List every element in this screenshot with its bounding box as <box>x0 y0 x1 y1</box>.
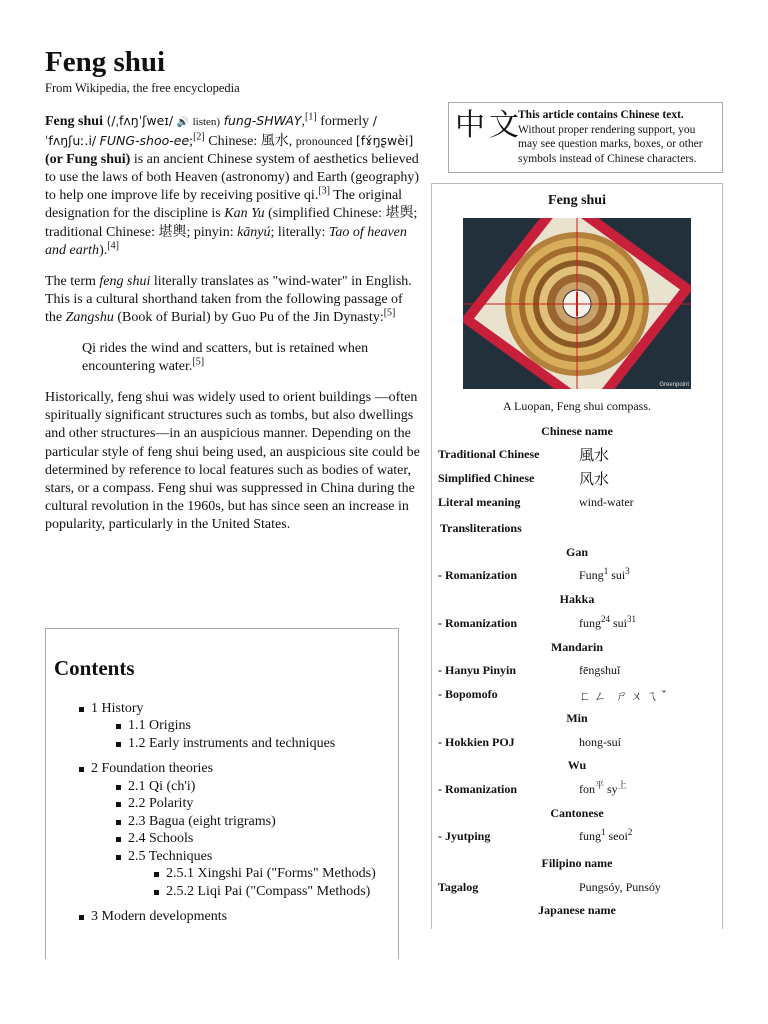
kan-yu-rest: (simplified Chinese: 堪舆; traditional Chinese: 堪輿; pinyin: <box>45 206 418 240</box>
traditional-value: 風水 <box>579 446 610 464</box>
tagalog-value: Pungsóy, Punsóy <box>579 880 661 894</box>
hakka-tone-1: 24 <box>601 614 610 624</box>
toc-item[interactable]: 1.1 Origins <box>128 718 191 733</box>
article-body <box>45 112 420 547</box>
or-fung-shui: (or Fung shui) <box>45 152 131 168</box>
bopomofo-value: ㄈㄥ ㄕㄨㄟˇ <box>579 689 670 703</box>
zangshu-link[interactable]: Zangshu <box>65 309 114 325</box>
literally-text: ; literally: <box>270 224 326 240</box>
row-jyutping <box>432 829 722 847</box>
tagalog-label: Tagalog <box>438 880 479 894</box>
ipa-pronunciation-2[interactable]: /ˈfʌŋʃuː.i/ <box>45 113 377 149</box>
toc-item[interactable]: 2.1 Qi (ch'i) <box>128 779 196 794</box>
toc-item[interactable]: 1 History <box>91 701 144 716</box>
row-bopomofo <box>432 687 722 705</box>
wu-syllable-1: fon <box>579 782 595 796</box>
gan-header: Gan <box>565 545 588 559</box>
image-watermark: Greenpoint <box>659 382 689 388</box>
para2-b: literally translates as "wind-water" in English. This is a cultural shorthand taken from the following passage of the <box>45 273 412 325</box>
hakka-header: Hakka <box>559 592 595 606</box>
simplified-label: Simplified Chinese <box>438 471 535 485</box>
poj-value: hong-suí <box>579 735 621 749</box>
kan-yu-term: Kan Yu <box>224 206 265 222</box>
wu-tone-2: 上 <box>617 780 627 790</box>
gan-tone-1: 1 <box>603 566 609 576</box>
para2-c: (Book of Burial) by Guo Pu of the Jin Dynasty: <box>117 309 384 325</box>
toc-item[interactable]: 1.2 Early instruments and techniques <box>128 736 336 751</box>
gan-syllable-2: sui <box>611 568 626 582</box>
toc-title: Contents <box>54 656 135 680</box>
tao-term: Tao of heaven and earth <box>45 224 407 258</box>
ref-1[interactable]: [1] <box>305 111 317 123</box>
toc-item[interactable]: 2.3 Bagua (eight trigrams) <box>128 814 276 829</box>
gan-syllable-1: Fung <box>579 568 604 582</box>
pronounced-text: pronounced <box>295 134 353 149</box>
intro-rest: is an ancient Chinese system of aesthetics believed to use the laws of both Heaven (astronomy) and Earth (geography) to help one improve life by receiving positive qi. <box>45 152 419 204</box>
jyut-syllable-1: fung <box>579 829 601 843</box>
listen-link[interactable]: listen) <box>192 116 221 128</box>
jyut-tone-1: 1 <box>601 827 606 837</box>
row-simplified <box>432 471 722 489</box>
row-literal <box>432 495 722 513</box>
chinese-label: Chinese: 風水, <box>208 134 293 150</box>
transliterations-label[interactable]: Transliterations <box>440 521 522 535</box>
wu-label: - Romanization <box>438 782 517 796</box>
ref-2[interactable]: [2] <box>193 131 205 143</box>
jyut-tone-2: 2 <box>627 827 633 837</box>
cantonese-header: Cantonese <box>550 806 604 820</box>
literal-value: wind-water <box>579 495 634 509</box>
toc-item[interactable]: 2.5 Techniques <box>128 849 213 864</box>
kanyu-pinyin: kānyú <box>237 224 271 240</box>
image-caption: A Luopan, Feng shui compass. <box>503 399 651 413</box>
toc-item[interactable]: 2 Foundation theories <box>91 761 214 776</box>
ipa-pronunciation[interactable]: (/ˌfʌŋˈʃweɪ/ <box>106 113 174 128</box>
traditional-label: Traditional Chinese <box>438 447 540 461</box>
bopomofo-label: - Bopomofo <box>438 687 498 701</box>
japanese-header: Japanese name <box>538 903 616 917</box>
chinese-name-header: Chinese name <box>541 424 613 438</box>
jyutping-value <box>579 829 632 844</box>
notice-body: Without proper rendering support, you may see question marks, boxes, or other symbols instead of Chinese characters. <box>518 123 703 165</box>
table-of-contents <box>45 628 399 959</box>
row-tagalog <box>432 880 722 898</box>
literal-label: Literal meaning <box>438 495 521 509</box>
gan-value <box>579 568 630 583</box>
row-pinyin <box>432 663 722 681</box>
page-subtitle: From Wikipedia, the free encyclopedia <box>45 81 240 95</box>
para2-a: The term <box>45 273 96 289</box>
toc-item[interactable]: 2.2 Polarity <box>128 796 194 811</box>
designation-text: The original designation for the discipline is <box>45 188 403 222</box>
block-quote <box>82 340 420 376</box>
para2-term: feng shui <box>99 273 151 289</box>
pinyin-label: - Hanyu Pinyin <box>438 663 517 677</box>
hakka-label: - Romanization <box>438 616 517 630</box>
ref-3[interactable]: [3] <box>318 185 330 197</box>
row-transliterations <box>432 521 722 539</box>
respelling-2: FUNG-shoo-ee <box>99 133 190 149</box>
ref-5b[interactable]: [5] <box>192 356 205 368</box>
gan-label: - Romanization <box>438 568 517 582</box>
intro-paragraph: Feng shui (/ˌfʌŋˈʃweɪ/ 🔊 listen) fung-SHWAY,[1] formerly /ˈfʌŋʃuː.i/ FUNG-shoo-ee;[2] Chinese: 風水, pronounced [fɤ́ŋʂwèi] (or Fung shui) is an ancient Chinese system of aesthetics believed to use the laws of both Heaven (astronomy) and Earth (geography) to help one improve life by receiving positive qi.[3] The original designation for the discipline is Kan Yu (simplified Chinese: 堪舆; traditional Chinese: 堪輿; pinyin: kānyú; literally: Tao of heaven and earth).[4] <box>45 111 419 258</box>
hakka-syllable-1: fung <box>579 616 601 630</box>
ref-4[interactable]: [4] <box>107 240 119 251</box>
infobox-title: Feng shui <box>548 193 606 208</box>
wu-syllable-2: sy <box>607 782 618 796</box>
term-bold: Feng shui <box>45 114 103 129</box>
formerly-text: formerly <box>320 114 370 129</box>
chinese-text-notice <box>448 102 723 173</box>
luopan-compass-icon <box>463 218 691 389</box>
infobox <box>431 183 723 929</box>
toc-item[interactable]: 3 Modern developments <box>91 909 228 924</box>
filipino-header: Filipino name <box>541 856 613 870</box>
toc-item[interactable]: 2.5.1 Xingshi Pai ("Forms" Methods) <box>166 866 376 881</box>
wu-header: Wu <box>567 758 587 772</box>
notice-text <box>518 108 718 166</box>
chinese-glyph-icon: 中文 <box>455 108 523 143</box>
jyut-syllable-2: seoi <box>608 829 628 843</box>
mandarin-header: Mandarin <box>550 640 603 654</box>
hakka-syllable-2: sui <box>613 616 628 630</box>
row-wu-romanization <box>432 782 722 800</box>
toc-item[interactable]: 2.5.2 Liqi Pai ("Compass" Methods) <box>166 884 371 899</box>
notice-bold: This article contains Chinese text. <box>518 109 684 121</box>
row-traditional <box>432 447 722 465</box>
row-hakka-romanization <box>432 616 722 634</box>
history-paragraph: Historically, feng shui was widely used to orient buildings —often spiritually significant structures such as tombs, but also dwellings and other structures—in an auspicious manner. Depending on the particular style of feng shui being used, an auspicious site could be determined by reference to local features such as bodies of water, stars, or a compass. Feng shui was suppressed in China during the cultural revolution in the 1960s, but has since seen an increase in popularity, particularly in the United States. <box>45 390 420 532</box>
term-paragraph <box>45 273 420 327</box>
pinyin-value: fēngshuǐ <box>579 663 621 677</box>
jyutping-label: - Jyutping <box>438 829 491 843</box>
ref-5[interactable]: [5] <box>383 307 396 319</box>
intro-end: ). <box>99 242 108 258</box>
hakka-tone-2: 31 <box>627 614 637 624</box>
wu-value <box>579 782 627 797</box>
page-title: Feng shui <box>45 46 166 78</box>
row-gan-romanization <box>432 568 722 586</box>
row-poj <box>432 735 722 753</box>
speaker-icon[interactable]: 🔊 <box>176 117 190 128</box>
quote-text: Qi rides the wind and scatters, but is retained when encountering water. <box>82 341 369 375</box>
poj-label: - Hokkien POJ <box>438 735 515 749</box>
gan-tone-2: 3 <box>625 566 630 576</box>
respelling: fung-SHWAY <box>223 113 302 128</box>
ipa-pronunciation-3[interactable]: [fɤ́ŋʂwèi] <box>355 133 414 149</box>
luopan-compass-image[interactable] <box>463 218 691 389</box>
hakka-value <box>579 616 636 631</box>
min-header: Min <box>566 711 588 725</box>
simplified-value: 风水 <box>579 470 610 488</box>
toc-item[interactable]: 2.4 Schools <box>128 831 194 846</box>
wu-tone-1: 平 <box>595 780 605 790</box>
